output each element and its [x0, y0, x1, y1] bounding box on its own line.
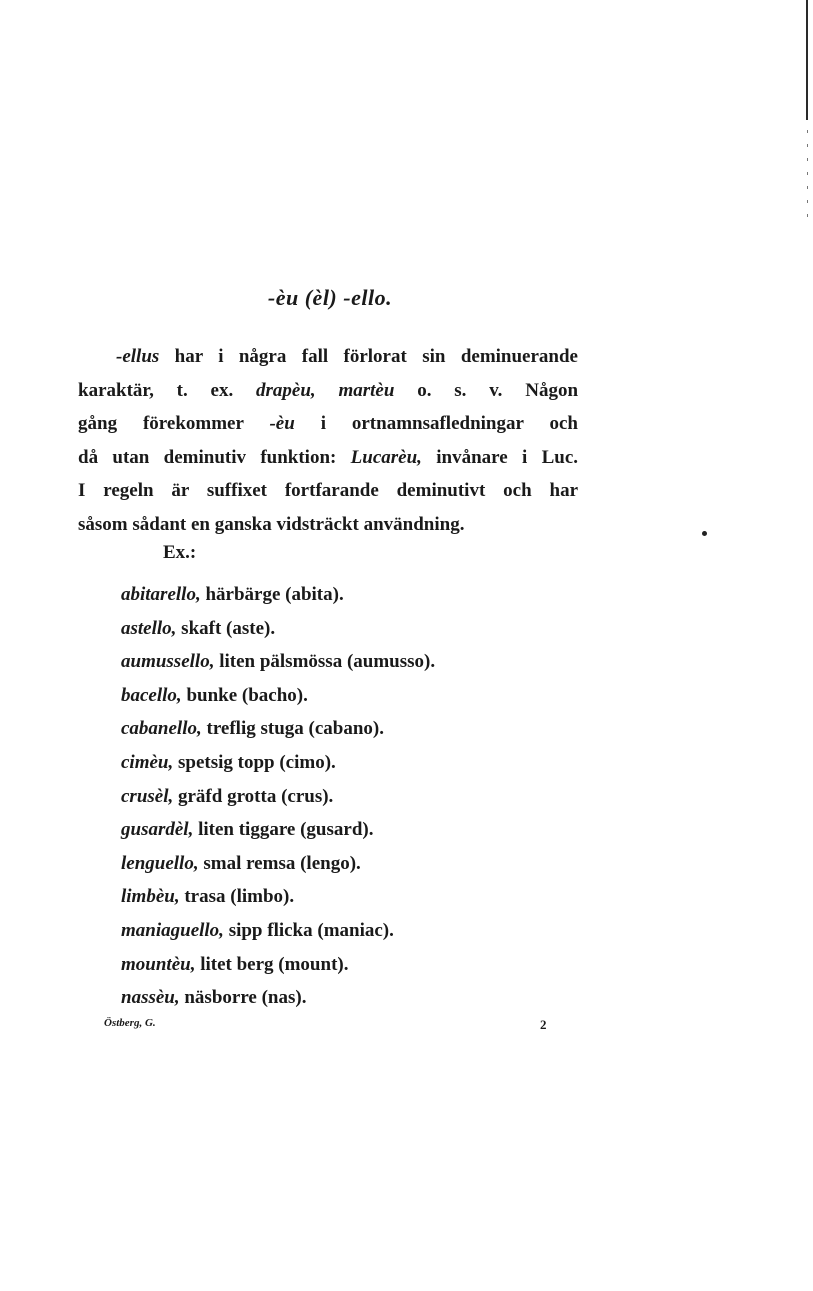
example-gloss: spetsig topp (cimo). — [178, 751, 336, 773]
page-edge-dots — [807, 130, 808, 225]
page-edge-line — [806, 0, 808, 120]
example-gloss: sipp flicka (maniac). — [228, 919, 394, 941]
example-gloss: gräfd grotta (crus). — [178, 785, 334, 807]
paragraph-text: invånare i Luc. — [421, 446, 579, 468]
example-term: cabanello, — [121, 718, 202, 740]
paragraph-line — [78, 474, 578, 508]
example-item — [121, 981, 435, 1015]
paragraph-line — [78, 441, 578, 475]
paragraph-text: såsom sådant en ganska vidsträckt användning. — [78, 513, 465, 535]
example-term: astello, — [121, 617, 177, 639]
example-item — [121, 780, 435, 814]
example-item — [121, 880, 435, 914]
section-heading: -èu (èl) -ello. — [267, 285, 393, 310]
example-gloss: liten tiggare (gusard). — [198, 819, 374, 841]
example-term: limbèu, — [121, 886, 180, 908]
paragraph-text: har i några fall förlorat sin deminuerande — [159, 346, 578, 367]
example-gloss: treflig stuga (cabano). — [206, 718, 384, 740]
example-term: nassèu, — [121, 987, 180, 1009]
paragraph-text: o. s. v. Någon — [394, 379, 579, 401]
example-term: lenguello, — [121, 852, 199, 874]
example-term: crusèl, — [121, 785, 174, 807]
example-gloss: litet berg (mount). — [200, 953, 349, 975]
paragraph-text: då utan deminutiv funktion: — [78, 446, 351, 468]
paragraph-line — [78, 407, 578, 441]
italic-term: -èu — [269, 413, 295, 435]
example-item — [121, 578, 435, 612]
example-gloss: trasa (limbo). — [184, 886, 295, 908]
paragraph-text — [316, 380, 339, 401]
examples-list — [121, 578, 435, 1015]
example-gloss: bunke (bacho). — [186, 684, 308, 706]
example-term: bacello, — [121, 684, 182, 706]
sheet-number: 2 — [540, 1017, 547, 1032]
example-term: aumussello, — [121, 651, 215, 673]
intro-paragraph — [78, 340, 578, 542]
example-item — [121, 914, 435, 948]
example-item — [121, 813, 435, 847]
paragraph-text: karaktär, t. ex. — [78, 379, 256, 401]
italic-term: martèu — [338, 379, 395, 401]
example-gloss: näsborre (nas). — [184, 987, 307, 1009]
example-term: cimèu, — [121, 751, 174, 773]
ink-speck — [702, 531, 707, 536]
italic-term: Lucarèu, — [350, 446, 422, 468]
signature-author: Östberg, G. — [104, 1017, 156, 1029]
example-item — [121, 645, 435, 679]
example-item — [121, 679, 435, 713]
example-gloss: skaft (aste). — [181, 617, 276, 639]
paragraph-line — [78, 340, 578, 374]
paragraph-text: i ortnamnsafledningar och — [294, 413, 578, 435]
example-term: mountèu, — [121, 953, 196, 975]
example-term: gusardèl, — [121, 819, 194, 841]
paragraph-text: I regeln är suffixet fortfarande deminutivt och har — [78, 480, 578, 502]
example-gloss: smal remsa (lengo). — [203, 852, 361, 874]
paragraph-text: gång förekommer — [78, 413, 270, 435]
example-gloss: liten pälsmössa (aumusso). — [219, 651, 436, 673]
example-item — [121, 847, 435, 881]
example-gloss: härbärge (abita). — [205, 584, 344, 605]
example-item — [121, 612, 435, 646]
paragraph-line — [78, 374, 578, 408]
examples-label: Ex.: — [163, 542, 197, 563]
example-item — [121, 712, 435, 746]
example-term: abitarello, — [121, 584, 201, 605]
example-term: maniaguello, — [121, 919, 224, 941]
italic-term: -ellus — [116, 346, 160, 367]
paragraph-line — [78, 508, 578, 542]
italic-term: drapèu, — [256, 379, 316, 401]
example-item — [121, 948, 435, 982]
example-item — [121, 746, 435, 780]
